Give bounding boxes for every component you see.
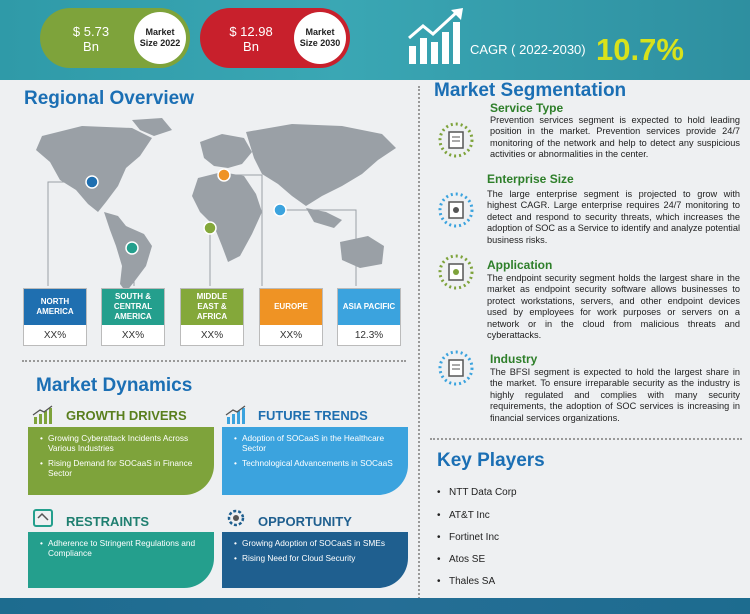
market-dynamics-title: Market Dynamics [36,375,193,396]
growth-drivers-box [28,427,214,495]
segment-head-enterprise-size: Enterprise Size [487,172,574,186]
future-trends-box [222,427,408,495]
restraints-icon [32,508,54,528]
market-size-2030-unit: Bn [243,39,259,54]
region-europe [259,288,323,346]
region-value: 12.3% [354,329,384,341]
region-label: MIDDLE EAST & AFRICA [181,289,243,325]
restraints-heading: RESTRAINTS [66,514,150,529]
market-size-2030-label: Market Size 2030 [294,12,346,64]
market-size-2022-label: Market Size 2022 [134,12,186,64]
key-player-item: • AT&T Inc [437,510,490,521]
growth-drivers-heading: GROWTH DRIVERS [66,408,187,423]
market-size-2022-value: $ 5.73 [72,24,110,39]
market-size-2030-badge [200,8,350,68]
market-size-2022-badge [40,8,190,68]
header-banner [0,0,750,80]
list-item: • Growing Cyberattack Incidents Across Various Industries [40,433,206,453]
region-north-america [23,288,87,346]
list-item: • Adoption of SOCaaS in the Healthcare Sector [234,433,400,453]
growth-chart-icon [405,8,467,66]
opportunity-icon [225,508,247,528]
growth-drivers-icon [32,405,54,425]
segment-text-industry: The BFSI segment is expected to hold the largest share in the market. To ensure irreparable security as the industry is highly regulated and complies with many security requirements, the adoption of SOC services is increasing in financial services organizations. [490,367,740,423]
region-south-central-america [101,288,165,346]
future-trends-heading: FUTURE TRENDS [258,408,368,423]
horizontal-divider [430,438,742,440]
vertical-divider [418,86,420,606]
list-item: • Technological Advancements in SOCaaS [234,458,400,468]
list-item: • Growing Adoption of SOCaaS in SMEs [234,538,400,548]
segment-text-service-type: Prevention services segment is expected to hold leading position in the market. Prevention services provide 24/7 monitoring of the network and help to detect any suspicious activities or abnormalities in the center. [490,115,740,160]
cagr-label: CAGR ( 2022-2030) [470,42,586,57]
segment-head-industry: Industry [490,352,538,366]
cagr-value: 10.7% [596,32,684,67]
region-label: ASIA PACIFIC [338,289,400,325]
segment-head-service-type: Service Type [490,101,564,115]
restraints-box [28,532,214,588]
market-size-2022-unit: Bn [83,39,99,54]
key-player-item: • Fortinet Inc [437,532,499,543]
region-value: XX% [43,329,67,341]
market-segmentation-title: Market Segmentation [434,80,627,101]
region-label: NORTH AMERICA [24,289,86,325]
segment-text-application: The endpoint security segment holds the largest share in the market as endpoint security software allows businesses to protect workstations, servers, and other endpoint devices used by employees for work purposes or servers on a network or in the cloud from malicious threats and cyberattacks. [487,273,740,341]
region-label: SOUTH & CENTRAL AMERICA [102,289,164,325]
footer-bar [0,598,750,614]
region-asia-pacific [337,288,401,346]
segment-head-application: Application [487,258,553,272]
application-icon [438,254,474,290]
region-value: XX% [200,329,224,341]
region-value: XX% [121,329,145,341]
regional-overview-title: Regional Overview [24,88,195,109]
region-label: EUROPE [260,289,322,325]
horizontal-divider [22,360,406,362]
industry-icon [438,350,474,386]
opportunity-heading: OPPORTUNITY [258,514,352,529]
world-map [22,116,412,296]
market-size-2030-value: $ 12.98 [229,24,273,39]
service-type-icon [438,122,474,158]
enterprise-size-icon [438,192,474,228]
opportunity-box [222,532,408,588]
region-value: XX% [279,329,303,341]
list-item: • Rising Demand for SOCaaS in Finance Sector [40,458,206,478]
list-item: • Rising Need for Cloud Security [234,553,400,563]
key-players-title: Key Players [437,450,545,471]
key-player-item: • Thales SA [437,576,495,587]
key-player-item: • NTT Data Corp [437,487,517,498]
segment-text-enterprise-size: The large enterprise segment is projected to grow with highest CAGR. Large enterprise requires 24/7 monitoring to detect and respond to security threats, which increases the adoption of SOC as a Service to identify and analyze potential business risks. [487,189,740,245]
key-player-item: • Atos SE [437,554,485,565]
list-item: • Adherence to Stringent Regulations and Compliance [40,538,206,558]
region-middle-east-africa [180,288,244,346]
future-trends-icon [225,405,247,425]
